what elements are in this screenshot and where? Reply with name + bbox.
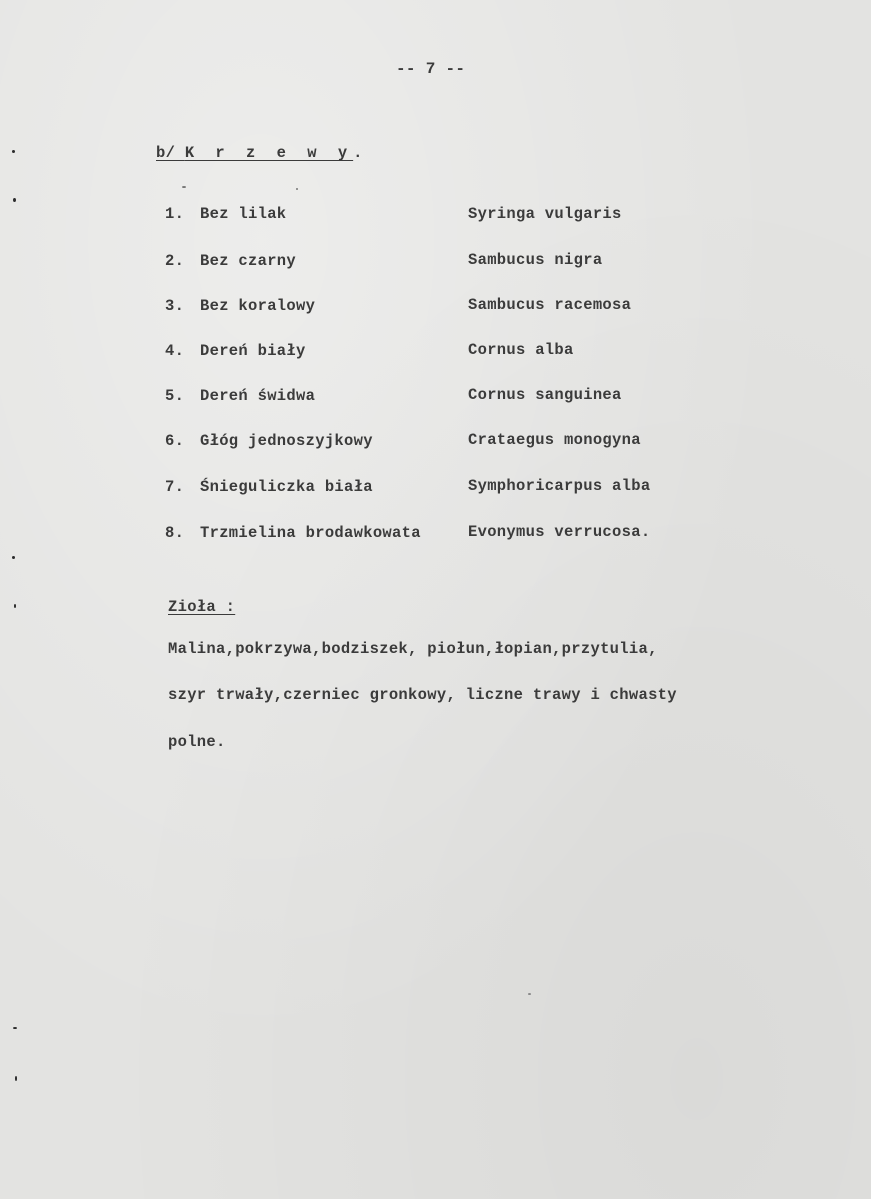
paragraph-line: polne. xyxy=(168,733,226,751)
latin-name: Sambucus nigra xyxy=(468,251,603,269)
item-number: 5. xyxy=(165,387,185,405)
latin-name: Sambucus racemosa xyxy=(468,296,632,314)
polish-name: Śnieguliczka biała xyxy=(200,478,373,496)
margin-speck xyxy=(12,556,15,559)
latin-name: Evonymus verrucosa. xyxy=(468,523,651,541)
margin-speck xyxy=(13,1027,17,1029)
margin-speck xyxy=(12,150,15,153)
paragraph-line: Malina,pokrzywa,bodziszek, piołun,łopian,przytulia, xyxy=(168,640,658,658)
paragraph-line: szyr trwały,czerniec gronkowy, liczne trawy i chwasty xyxy=(168,686,677,704)
margin-speck xyxy=(528,993,531,995)
section-prefix: b/ xyxy=(156,144,185,162)
margin-speck xyxy=(182,186,186,188)
item-number: 7. xyxy=(165,478,185,496)
latin-name: Cornus alba xyxy=(468,341,574,359)
polish-name: Dereń świdwa xyxy=(200,387,316,405)
margin-speck xyxy=(13,198,16,202)
latin-name: Cornus sanguinea xyxy=(468,386,622,404)
item-number: 1. xyxy=(165,205,185,223)
item-number: 6. xyxy=(165,432,185,450)
polish-name: Bez czarny xyxy=(200,252,297,270)
herbs-heading: Zioła : xyxy=(168,598,236,616)
section-suffix: . xyxy=(353,144,363,162)
section-heading-shrubs xyxy=(156,144,363,162)
polish-name: Dereń biały xyxy=(200,342,306,360)
polish-name: Bez koralowy xyxy=(200,297,316,315)
item-number: 4. xyxy=(165,342,185,360)
polish-name: Trzmielina brodawkowata xyxy=(200,524,421,542)
section-title: K r z e w y xyxy=(184,144,354,162)
page-number: -- 7 -- xyxy=(396,60,466,78)
latin-name: Syringa vulgaris xyxy=(468,205,622,223)
margin-speck xyxy=(14,604,16,608)
polish-name: Głóg jednoszyjkowy xyxy=(200,432,373,450)
margin-speck xyxy=(15,1076,17,1081)
polish-name: Bez lilak xyxy=(200,205,287,223)
latin-name: Symphoricarpus alba xyxy=(468,477,651,495)
margin-speck xyxy=(296,188,298,190)
item-number: 3. xyxy=(165,297,185,315)
item-number: 8. xyxy=(165,524,185,542)
latin-name: Crataegus monogyna xyxy=(468,431,641,449)
item-number: 2. xyxy=(165,252,185,270)
